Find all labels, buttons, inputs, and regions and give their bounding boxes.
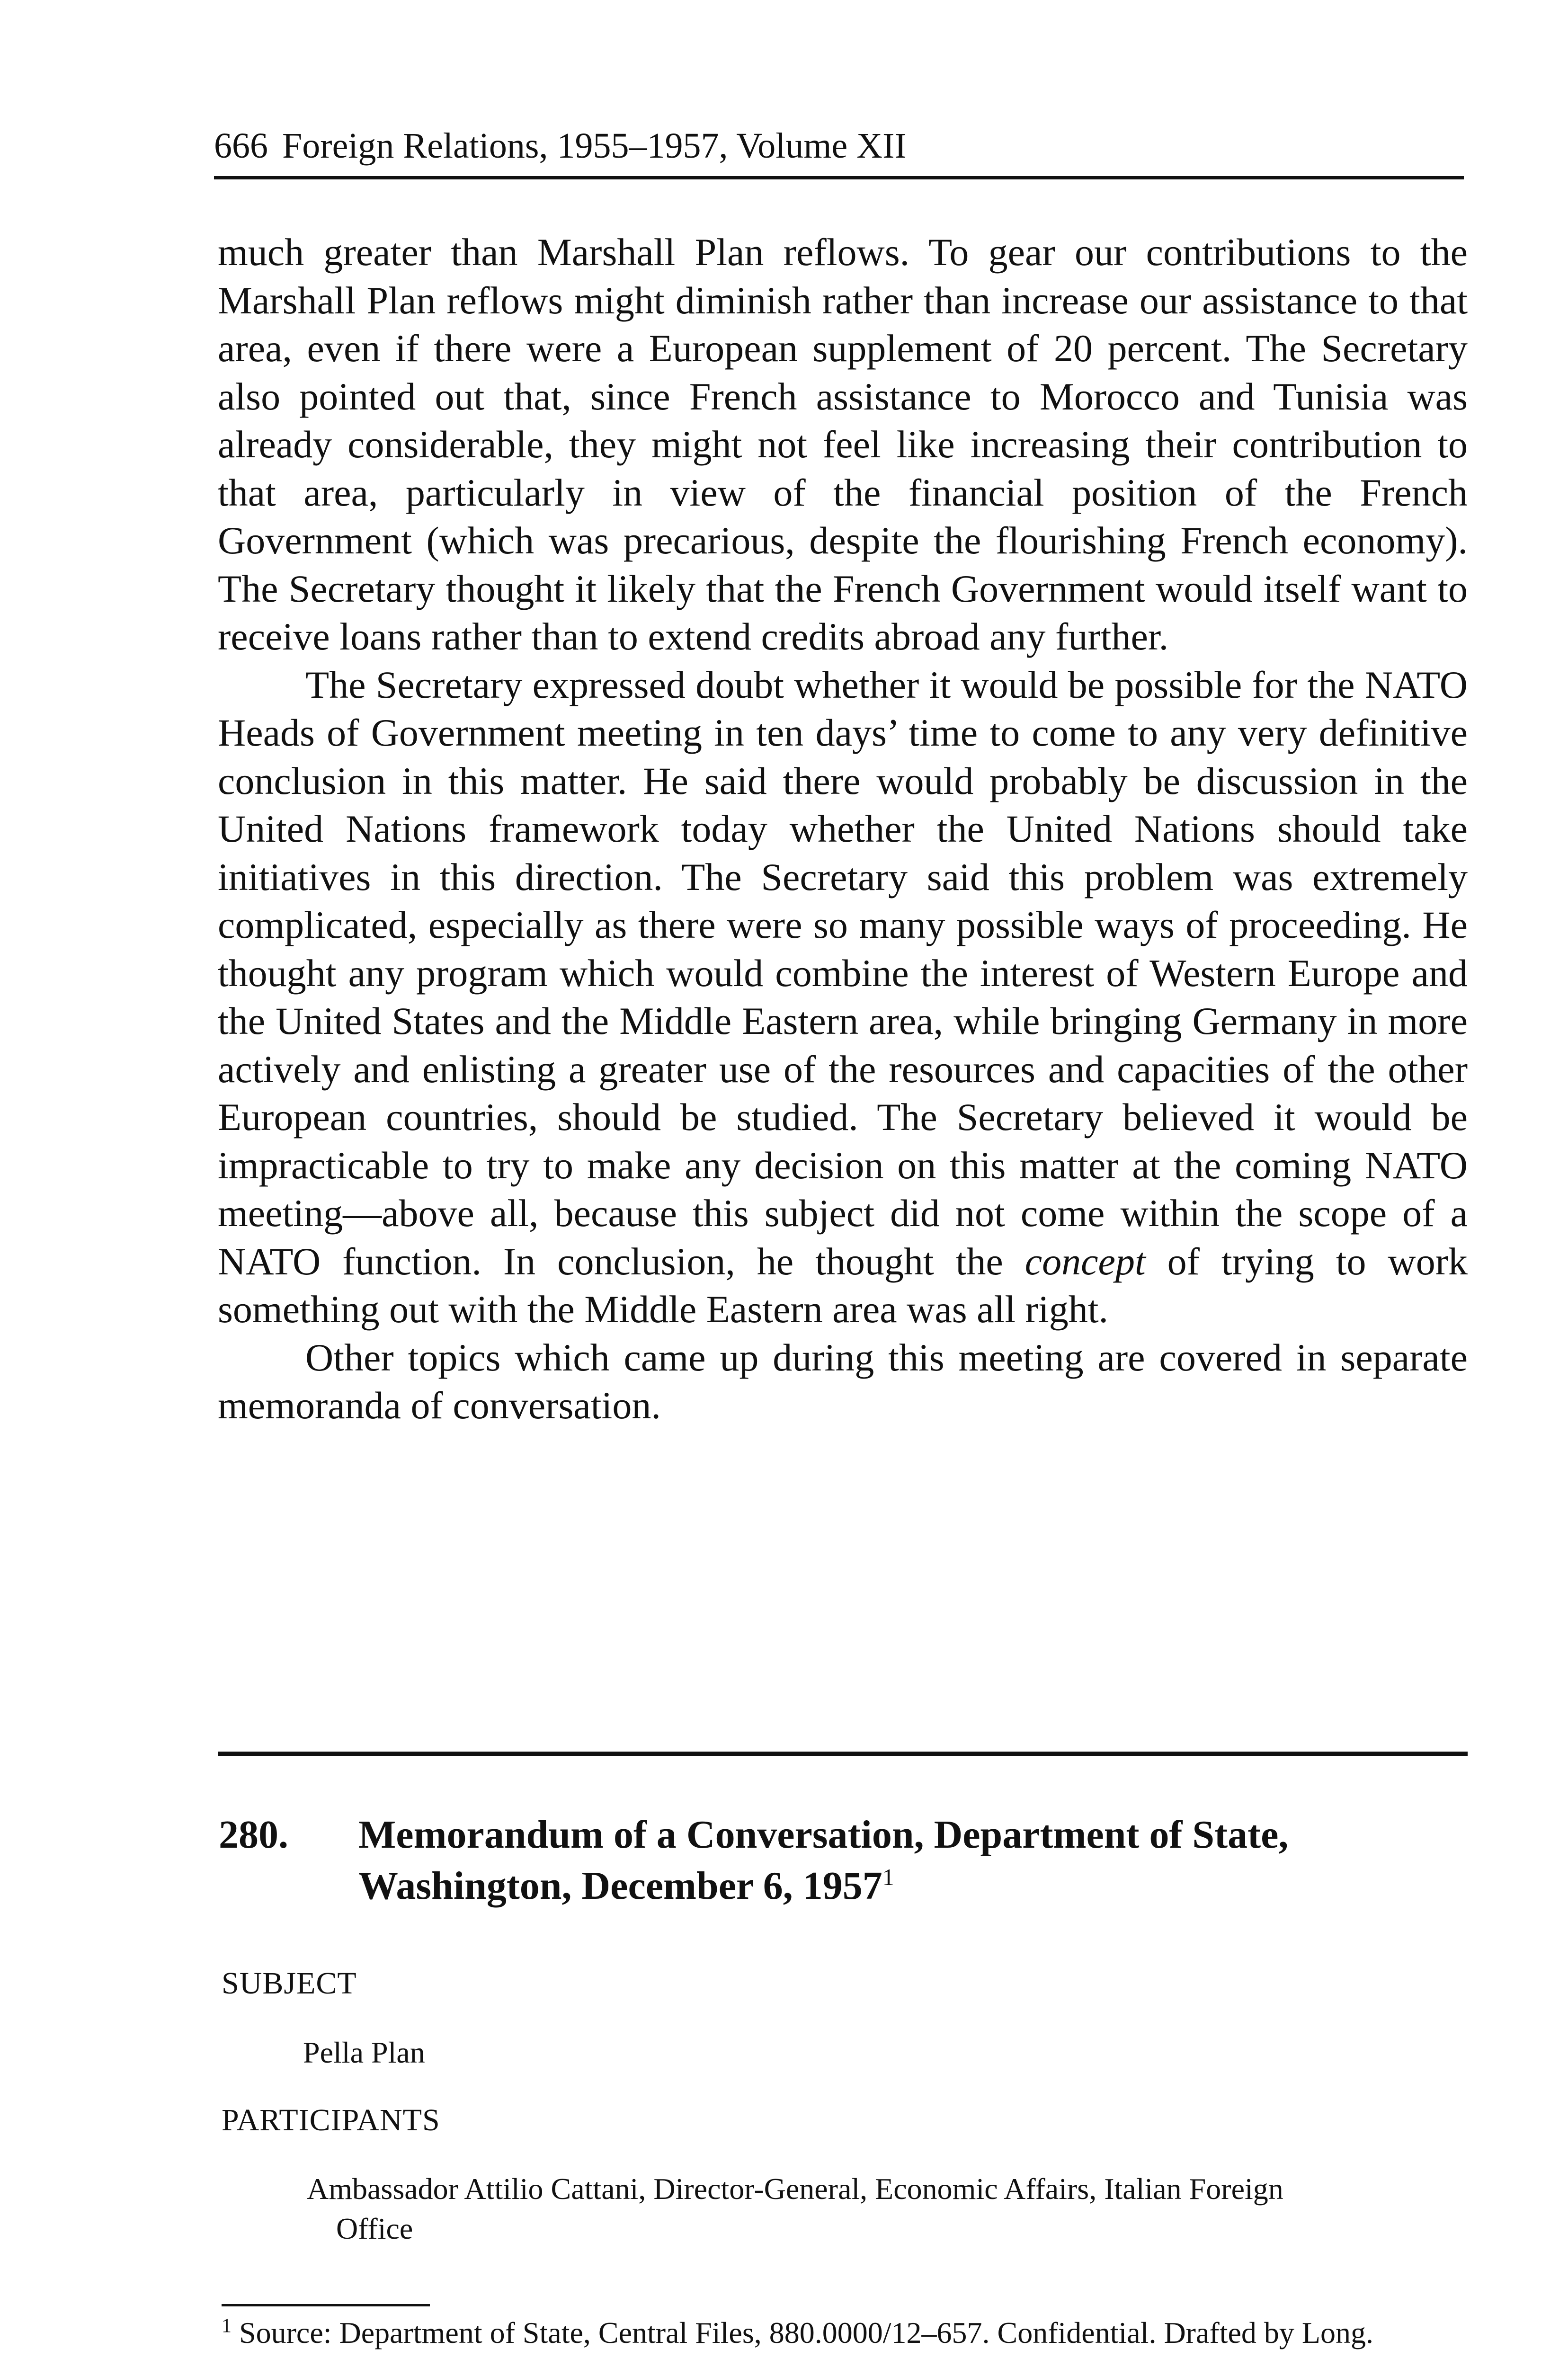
subject-label: SUBJECT (222, 1966, 357, 2001)
footnote-rule (222, 2304, 430, 2306)
section-divider (218, 1752, 1468, 1756)
footnote-text: Source: Department of State, Central Files, 880.0000/12–657. Confidential. Drafted by Long. (239, 2316, 1373, 2349)
running-head (214, 124, 1464, 179)
footnote-marker: 1 (222, 2315, 232, 2337)
paragraph-2-italic: concept (1025, 1239, 1146, 1283)
document-number: 280. (219, 1813, 288, 1857)
running-head-title: Foreign Relations, 1955–1957, Volume XII (282, 126, 907, 166)
document-title-line-1: Memorandum of a Conversation, Department of State, (358, 1813, 1289, 1857)
body-text (218, 228, 1468, 1430)
participant-entry-line-2: Office (336, 2212, 413, 2245)
paragraph-2 (218, 661, 1468, 1334)
footnote-reference: 1 (882, 1864, 894, 1890)
document-title-line-2: Washington, December 6, 1957 (358, 1864, 882, 1908)
footnote (222, 2313, 1464, 2353)
page-number: 666 (214, 126, 268, 166)
participants-label: PARTICIPANTS (222, 2103, 440, 2137)
subject-value: Pella Plan (303, 2036, 425, 2069)
document-title (358, 1809, 1461, 1912)
participant-entry-line-1: Ambassador Attilio Cattani, Director-General, Economic Affairs, Italian Foreign (307, 2172, 1283, 2206)
participant-entry (307, 2169, 1457, 2249)
paragraph-2-text-b: of trying to work something out with the Middle Eastern area was all right. (218, 1239, 1468, 1331)
paragraph-3: Other topics which came up during this meeting are covered in separate memoranda of conversation. (218, 1335, 1468, 1427)
paragraph-2-text-a: The Secretary expressed doubt whether it would be possible for the NATO Heads of Government meeting in ten days’ time to come to any very definitive conclusion in this matter. He said there would probably be discussion in the United Nations framework today whether the United Nations should take initiatives in this direction. The Secretary said this problem was extremely complicated, especially as there were so many possible ways of proceeding. He thought any program which would combine the interest of Western Europe and the United States and the Middle Eastern area, while bringing Germany in more actively and enlisting a greater use of the resources and capacities of the other European countries, should be studied. The Secretary believed it would be impracticable to try to make any decision on this matter at the coming NATO meeting—above all, because this subject did not come within the scope of a NATO function. In conclusion, he thought the (218, 663, 1468, 1283)
paragraph-1: much greater than Marshall Plan reflows. To gear our contributions to the Marshall Plan reflows might diminish rather than increase our assistance to that area, even if there were a European supplement of 20 percent. The Secretary also pointed out that, since French assistance to Morocco and Tunisia was already considerable, they might not feel like increasing their contribution to that area, particularly in view of the financial position of the French Government (which was precarious, despite the flourishing French economy). The Secretary thought it likely that the French Government would itself want to receive loans rather than to extend credits abroad any further. (218, 231, 1468, 658)
